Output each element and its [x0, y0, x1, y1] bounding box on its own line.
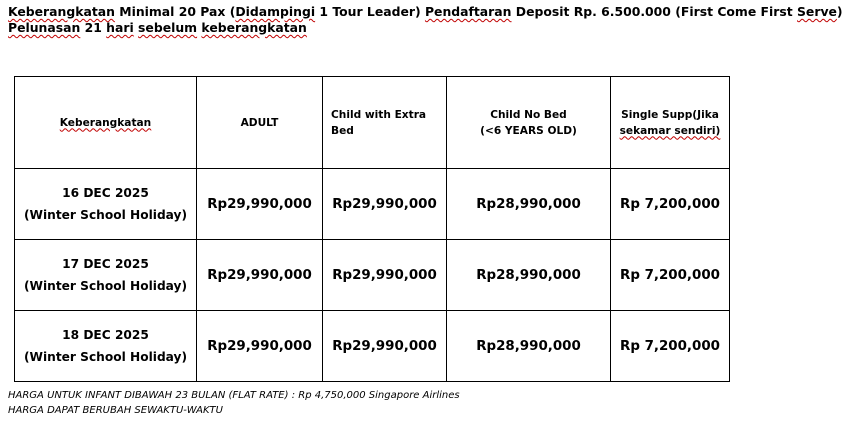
child-no-bed-price: Rp28,990,000 [447, 311, 611, 382]
child-extra-bed-price: Rp29,990,000 [323, 169, 447, 240]
heading-segment: Didampingi [235, 4, 316, 19]
table-row [15, 240, 730, 311]
heading-segment: Pendaftaran [424, 4, 512, 19]
header-child-no-bed-label: Child No Bed [490, 108, 567, 121]
price-change-disclaimer: HARGA DAPAT BERUBAH SEWAKTU-WAKTU [8, 405, 223, 416]
child-no-bed-price: Rp28,990,000 [447, 169, 611, 240]
departure-note: (Winter School Holiday) [23, 208, 188, 222]
departure-cell [15, 240, 197, 311]
table-header-row [15, 77, 730, 169]
table-row [15, 169, 730, 240]
header-single-supp-note: sekamar sendiri) [619, 124, 721, 137]
departure-date: 18 DEC 2025 [62, 328, 149, 342]
footnotes [8, 388, 460, 418]
header-single-supp-label: Single Supp(Jika [621, 108, 719, 121]
header-adult [197, 77, 323, 169]
departure-date: 17 DEC 2025 [62, 257, 149, 271]
departure-cell [15, 169, 197, 240]
heading-segment: Deposit Rp. 6.500.000 (First Come First [511, 4, 797, 19]
heading-segment: 21 [80, 20, 107, 35]
departure-note: (Winter School Holiday) [23, 350, 188, 364]
heading-segment: 1 Tour Leader) [315, 4, 425, 19]
header-child-no-bed-age: (<6 YEARS OLD) [480, 124, 577, 137]
child-no-bed-price: Rp28,990,000 [447, 240, 611, 311]
departure-cell [15, 311, 197, 382]
single-supp-price: Rp 7,200,000 [611, 169, 730, 240]
child-extra-bed-price: Rp29,990,000 [323, 240, 447, 311]
departure-date: 16 DEC 2025 [62, 186, 149, 200]
header-single-supp [611, 77, 730, 169]
header-child-no-bed [447, 77, 611, 169]
heading-segment: Serve [797, 4, 837, 19]
header-departure [15, 77, 197, 169]
heading-segment: Keberangkatan [8, 4, 115, 19]
single-supp-price: Rp 7,200,000 [611, 311, 730, 382]
table-row [15, 311, 730, 382]
header-departure-label: Keberangkatan [59, 116, 152, 129]
heading-segment: ) [836, 4, 843, 19]
departure-note: (Winter School Holiday) [23, 279, 188, 293]
infant-price-note: HARGA UNTUK INFANT DIBAWAH 23 BULAN (FLAT RATE) : Rp 4,750,000 Singapore Airlines [8, 390, 460, 401]
heading-segment: Minimal 20 Pax ( [114, 4, 236, 19]
adult-price: Rp29,990,000 [197, 169, 323, 240]
adult-price: Rp29,990,000 [197, 311, 323, 382]
page-heading [8, 4, 843, 36]
header-child-extra-bed-label: Child with Extra Bed [331, 108, 427, 137]
heading-segment: keberangkatan [201, 20, 307, 35]
heading-segment: sebelum [138, 20, 198, 35]
header-child-extra-bed [323, 77, 447, 169]
heading-line-2 [8, 20, 738, 36]
child-extra-bed-price: Rp29,990,000 [323, 311, 447, 382]
heading-segment: hari [106, 20, 134, 35]
price-table [14, 76, 730, 382]
heading-segment: Pelunasan [8, 20, 81, 35]
header-adult-label: ADULT [240, 116, 279, 129]
heading-line-1 [8, 4, 843, 20]
single-supp-price: Rp 7,200,000 [611, 240, 730, 311]
adult-price: Rp29,990,000 [197, 240, 323, 311]
